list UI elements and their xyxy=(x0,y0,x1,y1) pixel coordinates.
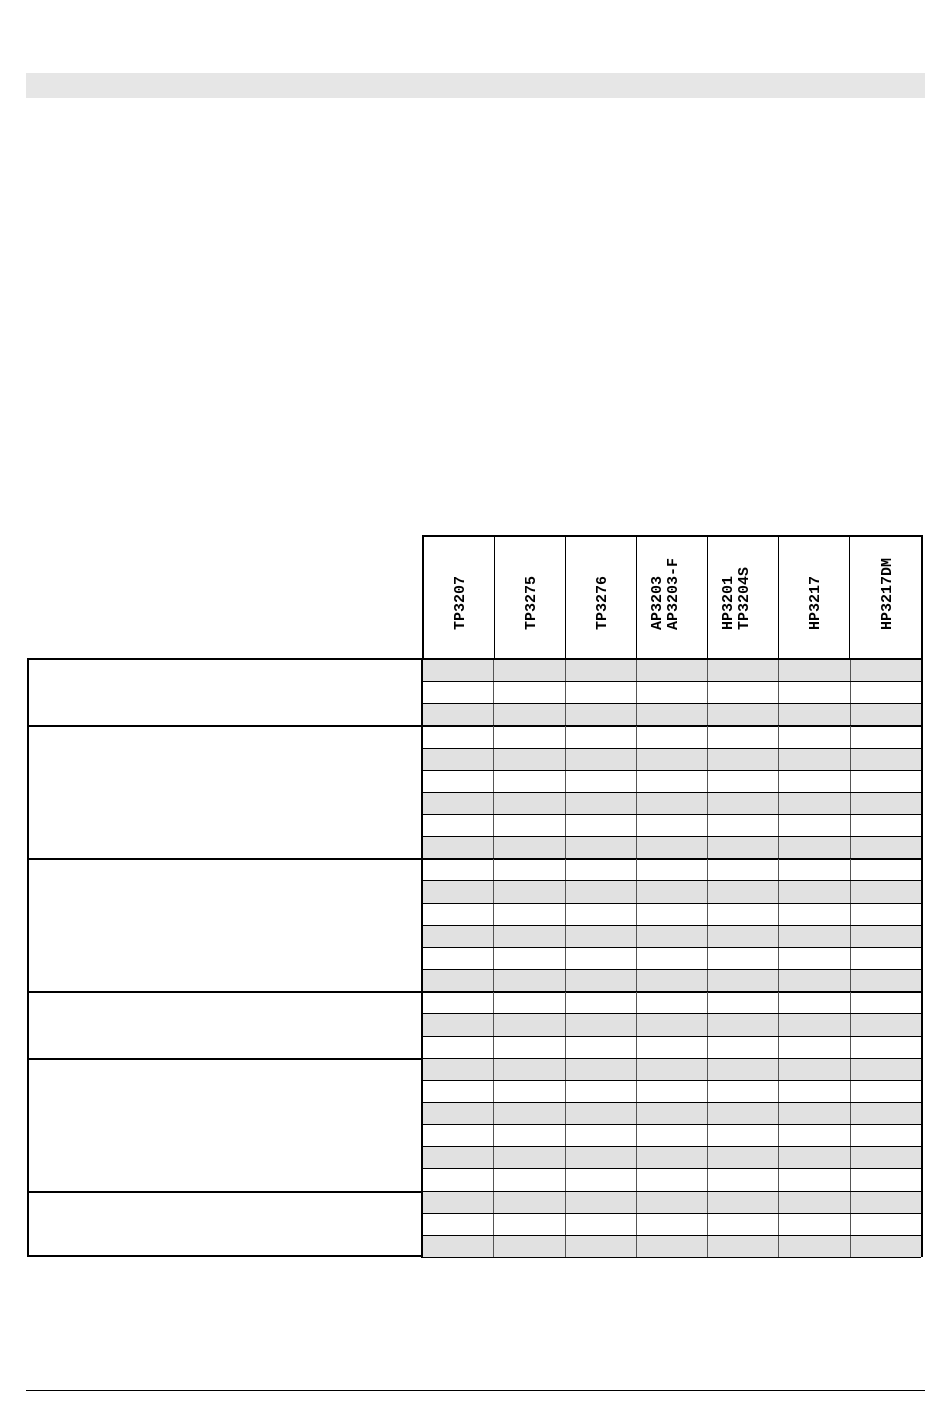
table-cell xyxy=(494,771,565,792)
table-cell xyxy=(566,948,637,969)
table-cell xyxy=(708,904,779,925)
table-cell xyxy=(779,793,850,814)
table-cell xyxy=(494,1014,565,1035)
table-cell xyxy=(851,859,921,880)
table-cell xyxy=(708,992,779,1013)
row-group-label xyxy=(29,726,423,859)
table-row xyxy=(423,1081,921,1103)
table-cell xyxy=(708,881,779,902)
table-cell xyxy=(637,992,708,1013)
table-cell xyxy=(851,1125,921,1146)
table-cell xyxy=(637,682,708,703)
table-cell xyxy=(779,815,850,836)
table-cell xyxy=(566,1125,637,1146)
table-cell xyxy=(423,1037,494,1058)
table-cell xyxy=(494,881,565,902)
table-cell xyxy=(708,704,779,725)
table-cell xyxy=(494,815,565,836)
table-cell xyxy=(423,726,494,747)
table-cell xyxy=(851,881,921,902)
table-cell xyxy=(851,660,921,681)
table-cell xyxy=(637,1169,708,1190)
table-cell xyxy=(566,771,637,792)
table-cell xyxy=(566,793,637,814)
column-headers xyxy=(422,535,923,658)
table-cell xyxy=(708,1037,779,1058)
table-cell xyxy=(708,1192,779,1213)
table-row xyxy=(423,948,921,970)
table-cell xyxy=(851,1014,921,1035)
table-cell xyxy=(494,749,565,770)
table-cell xyxy=(566,1103,637,1124)
table-cell xyxy=(851,815,921,836)
table-cell xyxy=(494,1125,565,1146)
table-cell xyxy=(637,793,708,814)
table-cell xyxy=(637,1125,708,1146)
column-header-1 xyxy=(424,537,495,658)
table-cell xyxy=(494,660,565,681)
table-cell xyxy=(708,1147,779,1168)
table-cell xyxy=(566,970,637,991)
table-cell xyxy=(708,1236,779,1257)
table-cell xyxy=(851,1214,921,1235)
table-row xyxy=(423,904,921,926)
table-row xyxy=(423,815,921,837)
table-cell xyxy=(566,1059,637,1080)
table-cell xyxy=(637,904,708,925)
table-cell xyxy=(851,793,921,814)
table-cell xyxy=(494,682,565,703)
table-cell xyxy=(708,793,779,814)
table-cell xyxy=(423,1059,494,1080)
comparison-grid xyxy=(27,658,923,1257)
table-cell xyxy=(851,948,921,969)
table-cell xyxy=(708,1059,779,1080)
table-cell xyxy=(566,1192,637,1213)
row-group xyxy=(29,859,921,992)
table-cell xyxy=(566,815,637,836)
table-cell xyxy=(708,771,779,792)
table-row xyxy=(423,881,921,903)
row-group-label xyxy=(29,859,423,992)
table-row xyxy=(423,859,921,881)
table-cell xyxy=(423,1081,494,1102)
table-cell xyxy=(423,1014,494,1035)
table-cell xyxy=(851,1103,921,1124)
table-cell xyxy=(566,726,637,747)
table-cell xyxy=(708,859,779,880)
table-cell xyxy=(494,1169,565,1190)
table-cell xyxy=(637,660,708,681)
table-cell xyxy=(494,837,565,858)
table-cell xyxy=(708,948,779,969)
table-cell xyxy=(423,859,494,880)
table-row xyxy=(423,793,921,815)
table-cell xyxy=(708,660,779,681)
table-row xyxy=(423,771,921,793)
table-cell xyxy=(779,904,850,925)
table-cell xyxy=(494,992,565,1013)
table-cell xyxy=(423,771,494,792)
table-cell xyxy=(494,1214,565,1235)
table-cell xyxy=(423,1169,494,1190)
table-cell xyxy=(851,1236,921,1257)
table-cell xyxy=(423,749,494,770)
table-cell xyxy=(637,704,708,725)
row-group-label xyxy=(29,660,423,726)
table-cell xyxy=(851,1169,921,1190)
table-cell xyxy=(637,1059,708,1080)
table-cell xyxy=(566,1214,637,1235)
table-cell xyxy=(566,682,637,703)
table-cell xyxy=(851,1081,921,1102)
table-cell xyxy=(779,1014,850,1035)
table-cell xyxy=(851,1037,921,1058)
table-cell xyxy=(851,992,921,1013)
table-row xyxy=(423,704,921,726)
table-row xyxy=(423,1037,921,1059)
table-cell xyxy=(851,904,921,925)
table-cell xyxy=(566,881,637,902)
table-cell xyxy=(708,815,779,836)
column-header-5 xyxy=(708,537,779,658)
table-cell xyxy=(494,793,565,814)
table-cell xyxy=(494,726,565,747)
table-cell xyxy=(566,926,637,947)
table-cell xyxy=(851,726,921,747)
table-cell xyxy=(637,881,708,902)
row-group-label xyxy=(29,1059,423,1192)
table-cell xyxy=(851,682,921,703)
table-cell xyxy=(851,1147,921,1168)
table-row xyxy=(423,1169,921,1191)
column-header-label: HP3217DM xyxy=(878,557,896,630)
column-header-3 xyxy=(566,537,637,658)
table-cell xyxy=(779,1059,850,1080)
table-cell xyxy=(779,992,850,1013)
table-cell xyxy=(423,815,494,836)
table-cell xyxy=(566,660,637,681)
table-cell xyxy=(637,815,708,836)
table-row xyxy=(423,726,921,748)
table-cell xyxy=(423,948,494,969)
column-header-label: TP3276 xyxy=(594,575,611,630)
row-group-label xyxy=(29,992,423,1058)
table-cell xyxy=(708,1103,779,1124)
table-cell xyxy=(494,904,565,925)
table-cell xyxy=(423,881,494,902)
column-header-6 xyxy=(779,537,850,658)
row-group xyxy=(29,1059,921,1192)
table-cell xyxy=(851,771,921,792)
table-cell xyxy=(566,1014,637,1035)
table-cell xyxy=(423,904,494,925)
table-cell xyxy=(494,948,565,969)
table-cell xyxy=(779,1236,850,1257)
table-cell xyxy=(779,1125,850,1146)
table-cell xyxy=(566,859,637,880)
table-cell xyxy=(851,837,921,858)
table-cell xyxy=(494,859,565,880)
table-cell xyxy=(851,704,921,725)
row-group xyxy=(29,726,921,859)
table-cell xyxy=(779,1081,850,1102)
column-header-label: HP3201 TP3204S xyxy=(720,566,753,630)
table-cell xyxy=(779,970,850,991)
footer-rule xyxy=(26,1390,925,1391)
table-cell xyxy=(708,749,779,770)
row-group-label xyxy=(29,1192,423,1258)
table-row xyxy=(423,1236,921,1258)
table-cell xyxy=(637,1103,708,1124)
table-cell xyxy=(494,1147,565,1168)
table-cell xyxy=(566,1169,637,1190)
table-cell xyxy=(708,970,779,991)
table-cell xyxy=(494,1059,565,1080)
table-cell xyxy=(779,881,850,902)
table-cell xyxy=(494,926,565,947)
table-cell xyxy=(708,1214,779,1235)
table-cell xyxy=(779,1103,850,1124)
table-cell xyxy=(637,926,708,947)
table-row xyxy=(423,837,921,859)
table-cell xyxy=(708,1081,779,1102)
table-cell xyxy=(779,704,850,725)
table-cell xyxy=(708,837,779,858)
table-row xyxy=(423,682,921,704)
table-cell xyxy=(708,926,779,947)
table-cell xyxy=(779,948,850,969)
table-cell xyxy=(637,1192,708,1213)
table-row xyxy=(423,1103,921,1125)
table-cell xyxy=(423,1147,494,1168)
table-cell xyxy=(566,1081,637,1102)
table-row xyxy=(423,1214,921,1236)
table-cell xyxy=(637,1147,708,1168)
table-cell xyxy=(851,970,921,991)
table-cell xyxy=(779,837,850,858)
table-cell xyxy=(494,970,565,991)
table-cell xyxy=(637,859,708,880)
table-cell xyxy=(423,1236,494,1257)
table-cell xyxy=(637,726,708,747)
table-cell xyxy=(708,1014,779,1035)
table-cell xyxy=(637,771,708,792)
table-cell xyxy=(566,704,637,725)
table-cell xyxy=(851,926,921,947)
table-cell xyxy=(779,1037,850,1058)
table-cell xyxy=(566,1147,637,1168)
table-row xyxy=(423,660,921,682)
table-cell xyxy=(708,682,779,703)
table-row xyxy=(423,1192,921,1214)
table-cell xyxy=(779,771,850,792)
table-cell xyxy=(779,1214,850,1235)
table-cell xyxy=(566,1037,637,1058)
table-cell xyxy=(637,1236,708,1257)
table-cell xyxy=(494,1103,565,1124)
table-cell xyxy=(566,749,637,770)
table-cell xyxy=(851,749,921,770)
table-cell xyxy=(779,749,850,770)
table-cell xyxy=(423,793,494,814)
table-cell xyxy=(708,1169,779,1190)
table-cell xyxy=(494,1192,565,1213)
table-cell xyxy=(494,1037,565,1058)
table-cell xyxy=(779,859,850,880)
table-cell xyxy=(637,970,708,991)
table-cell xyxy=(779,682,850,703)
table-cell xyxy=(423,704,494,725)
table-cell xyxy=(566,837,637,858)
table-cell xyxy=(637,1014,708,1035)
table-cell xyxy=(708,1125,779,1146)
table-row xyxy=(423,1147,921,1169)
table-cell xyxy=(779,726,850,747)
table-cell xyxy=(423,970,494,991)
table-cell xyxy=(423,1214,494,1235)
table-cell xyxy=(851,1192,921,1213)
column-header-label: AP3203 AP3203-F xyxy=(649,557,682,630)
table-cell xyxy=(779,1192,850,1213)
row-group xyxy=(29,660,921,726)
row-group xyxy=(29,992,921,1058)
table-row xyxy=(423,992,921,1014)
table-cell xyxy=(851,1059,921,1080)
header-band xyxy=(26,73,925,98)
table-row xyxy=(423,1059,921,1081)
table-row xyxy=(423,749,921,771)
table-cell xyxy=(423,1103,494,1124)
table-cell xyxy=(494,1236,565,1257)
table-cell xyxy=(566,904,637,925)
table-cell xyxy=(423,1192,494,1213)
row-group xyxy=(29,1192,921,1258)
table-cell xyxy=(423,1125,494,1146)
table-cell xyxy=(637,1214,708,1235)
table-cell xyxy=(566,1236,637,1257)
table-row xyxy=(423,1014,921,1036)
column-header-label: TP3275 xyxy=(523,575,540,630)
column-header-label: HP3217 xyxy=(807,575,824,630)
table-cell xyxy=(779,660,850,681)
table-cell xyxy=(423,837,494,858)
table-cell xyxy=(423,660,494,681)
table-cell xyxy=(637,1037,708,1058)
table-row xyxy=(423,1125,921,1147)
table-cell xyxy=(637,948,708,969)
column-header-2 xyxy=(495,537,566,658)
table-cell xyxy=(423,992,494,1013)
table-cell xyxy=(637,1081,708,1102)
table-cell xyxy=(494,1081,565,1102)
table-cell xyxy=(494,704,565,725)
table-cell xyxy=(566,992,637,1013)
table-cell xyxy=(637,837,708,858)
column-header-label: TP3207 xyxy=(452,575,469,630)
table-cell xyxy=(637,749,708,770)
table-row xyxy=(423,970,921,992)
table-cell xyxy=(779,1169,850,1190)
table-cell xyxy=(423,926,494,947)
column-header-7 xyxy=(850,537,921,658)
table-row xyxy=(423,926,921,948)
table-cell xyxy=(708,726,779,747)
table-cell xyxy=(779,1147,850,1168)
column-header-4 xyxy=(637,537,708,658)
table-cell xyxy=(779,926,850,947)
table-cell xyxy=(423,682,494,703)
